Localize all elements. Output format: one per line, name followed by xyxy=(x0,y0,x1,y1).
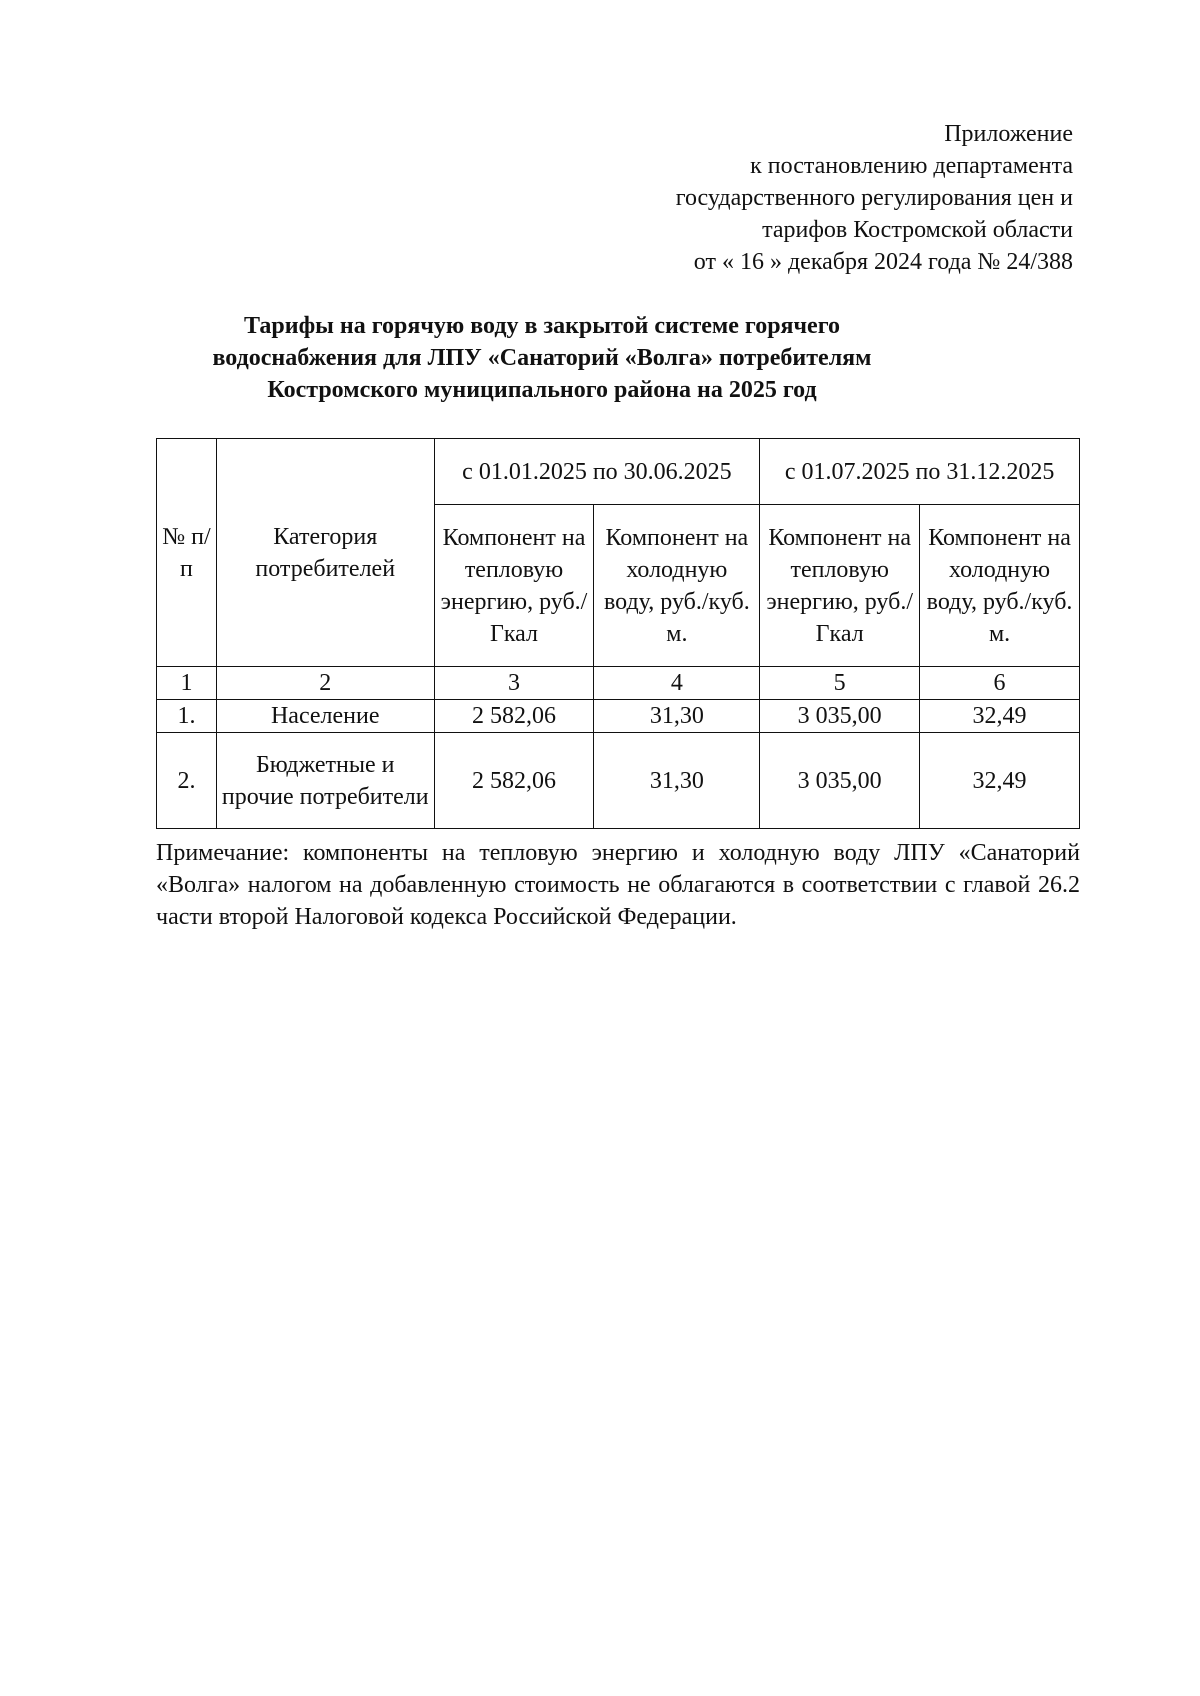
column-number: 3 xyxy=(434,667,594,700)
table-header-row xyxy=(157,439,1080,505)
row-cold-period-1: 31,30 xyxy=(594,733,760,829)
tariff-table xyxy=(156,438,1080,829)
row-cold-period-1: 31,30 xyxy=(594,700,760,733)
appendix-line: от « 16 » декабря 2024 года № 24/388 xyxy=(693,249,1073,275)
header-category: Категория потребителей xyxy=(216,439,434,667)
header-number: № п/п xyxy=(157,439,217,667)
appendix-line: государственного регулирования цен и xyxy=(675,185,1073,211)
subheader-heat-2: Компонент на тепловую энергию, руб./Гкал xyxy=(760,505,920,667)
appendix-block xyxy=(676,118,1073,278)
note-text: Примечание: компоненты на тепловую энергию и холодную воду ЛПУ «Санаторий «Волга» налогом на добавленную стоимость не облагаются в соответствии с главой 26.2 части второй Налоговой кодекса Российской Федерации. xyxy=(156,840,1080,930)
appendix-line: Приложение xyxy=(944,121,1073,147)
row-heat-period-2: 3 035,00 xyxy=(760,700,920,733)
column-number: 1 xyxy=(157,667,217,700)
column-number: 5 xyxy=(760,667,920,700)
document-title xyxy=(156,310,928,406)
title-line: Тарифы на горячую воду в закрытой системе горячего xyxy=(243,313,841,339)
row-cold-period-2: 32,49 xyxy=(920,733,1080,829)
row-category: Бюджетные и прочие потребители xyxy=(216,733,434,829)
title-line: водоснабжения для ЛПУ «Санаторий «Волга» потребителям xyxy=(212,345,872,371)
row-number: 2. xyxy=(157,733,217,829)
row-heat-period-1: 2 582,06 xyxy=(434,700,594,733)
column-number: 6 xyxy=(920,667,1080,700)
appendix-line: тарифов Костромской области xyxy=(762,217,1073,243)
table-row xyxy=(157,700,1080,733)
column-number: 2 xyxy=(216,667,434,700)
table-row xyxy=(157,733,1080,829)
row-heat-period-2: 3 035,00 xyxy=(760,733,920,829)
row-category: Население xyxy=(216,700,434,733)
title-line: Костромского муниципального района на 2025 год xyxy=(267,377,817,403)
subheader-heat-1: Компонент на тепловую энергию, руб./Гкал xyxy=(434,505,594,667)
header-period-2: с 01.07.2025 по 31.12.2025 xyxy=(760,439,1080,505)
row-heat-period-1: 2 582,06 xyxy=(434,733,594,829)
appendix-line: к постановлению департамента xyxy=(750,153,1073,179)
row-cold-period-2: 32,49 xyxy=(920,700,1080,733)
row-number: 1. xyxy=(157,700,217,733)
subheader-cold-2: Компонент на холодную воду, руб./куб. м. xyxy=(920,505,1080,667)
subheader-cold-1: Компонент на холодную воду, руб./куб. м. xyxy=(594,505,760,667)
column-number: 4 xyxy=(594,667,760,700)
column-number-row xyxy=(157,667,1080,700)
header-period-1: с 01.01.2025 по 30.06.2025 xyxy=(434,439,760,505)
